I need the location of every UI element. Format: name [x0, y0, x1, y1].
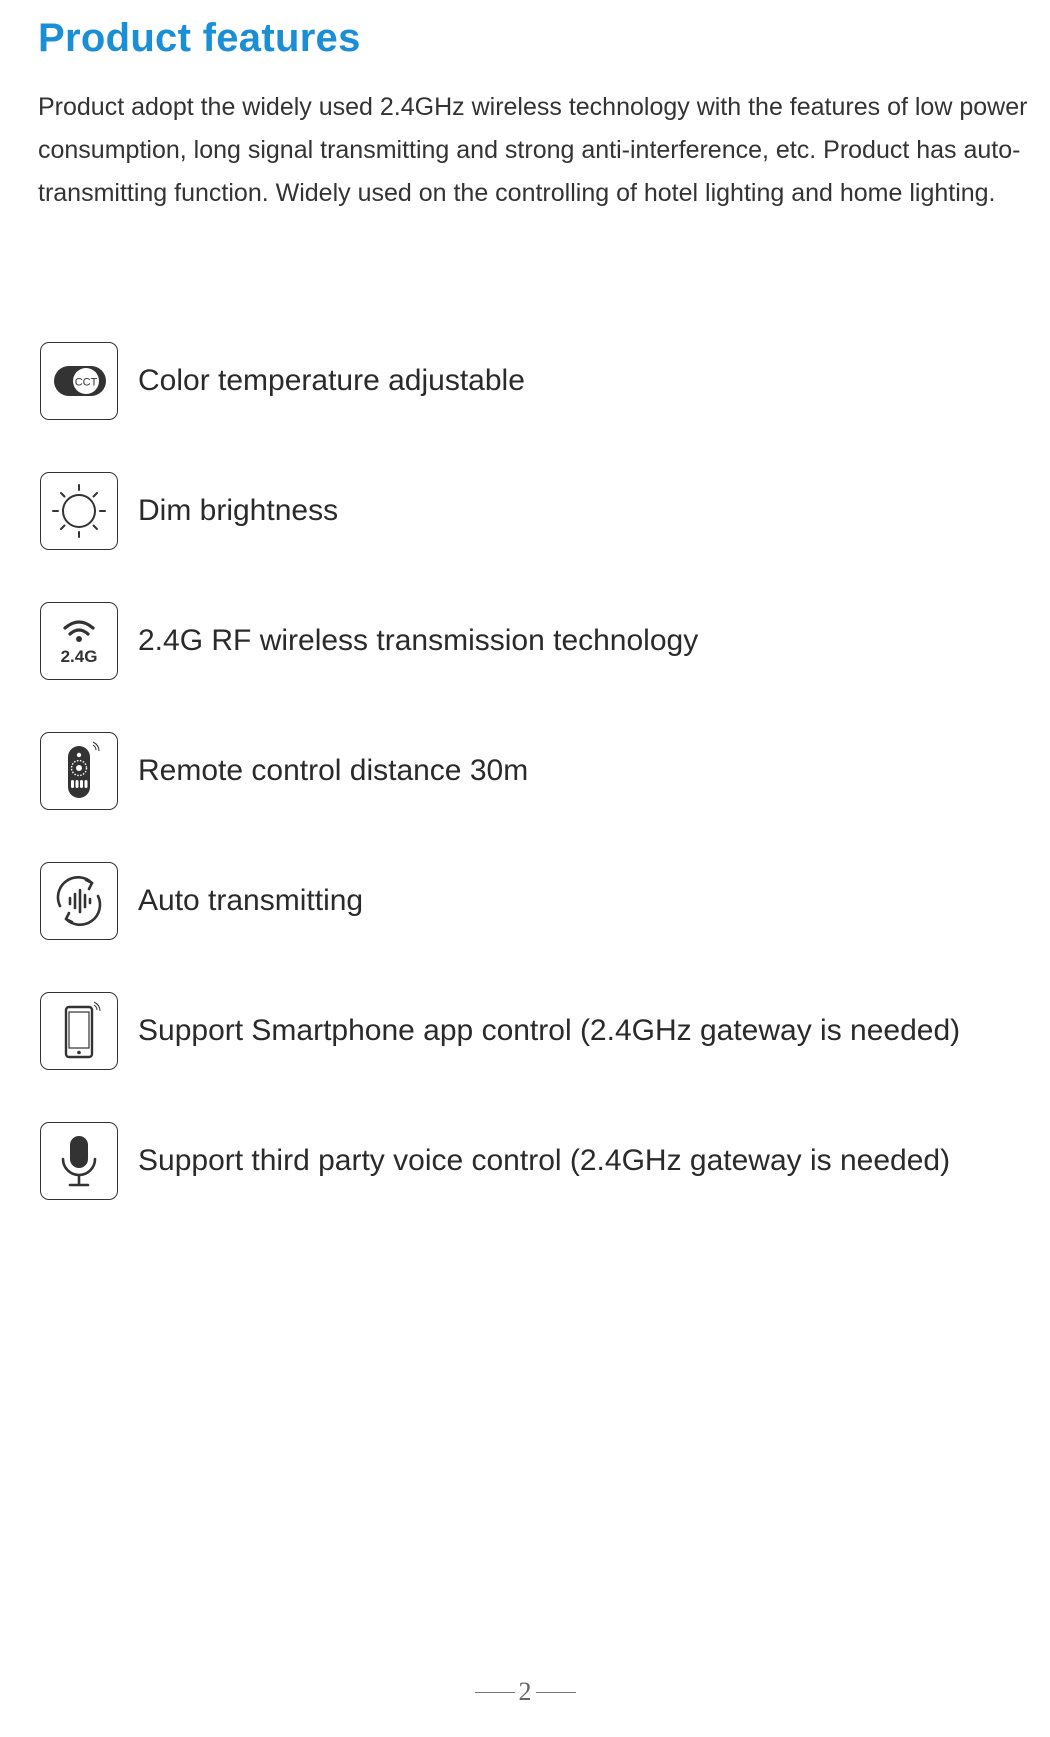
- page-title: Product features: [38, 16, 361, 60]
- feature-item-smartphone: [40, 991, 960, 1071]
- feature-label: Support Smartphone app control (2.4GHz gateway is needed): [138, 1014, 961, 1047]
- microphone-icon: [40, 1122, 118, 1200]
- footer-rule-right: [536, 1692, 576, 1693]
- feature-label: Dim brightness: [138, 494, 339, 527]
- feature-label: Remote control distance 30m: [138, 754, 529, 787]
- feature-item-rf: [40, 601, 698, 681]
- smartphone-icon: [40, 992, 118, 1070]
- feature-item-remote: [40, 731, 528, 811]
- footer-rule-left: [475, 1692, 515, 1693]
- feature-label: Color temperature adjustable: [138, 364, 525, 397]
- feature-item-voice: [40, 1121, 950, 1201]
- feature-label: Auto transmitting: [138, 884, 364, 917]
- feature-item-auto-transmit: [40, 861, 363, 941]
- cct-icon-text: CCT: [74, 376, 98, 389]
- remote-control-icon: [40, 732, 118, 810]
- wifi-icon-text: 2.4G: [60, 647, 98, 666]
- auto-transmit-icon: [40, 862, 118, 940]
- sun-icon: [40, 472, 118, 550]
- feature-label: Support third party voice control (2.4GHz gateway is needed): [138, 1144, 951, 1177]
- wifi-2.4g-icon: [40, 602, 118, 680]
- cct-icon: [40, 342, 118, 420]
- page-number: 2: [518, 1677, 532, 1706]
- page-footer: [0, 1677, 1050, 1707]
- feature-item-cct: [40, 341, 525, 421]
- feature-item-brightness: [40, 471, 338, 551]
- intro-paragraph: Product adopt the widely used 2.4GHz wireless technology with the features of low power consumption, long signal transmitting and strong anti-interference, etc. Product has auto-transmitting function. Widely used on the controlling of hotel lighting and home lighting.: [38, 93, 1028, 207]
- feature-label: 2.4G RF wireless transmission technology: [138, 624, 699, 657]
